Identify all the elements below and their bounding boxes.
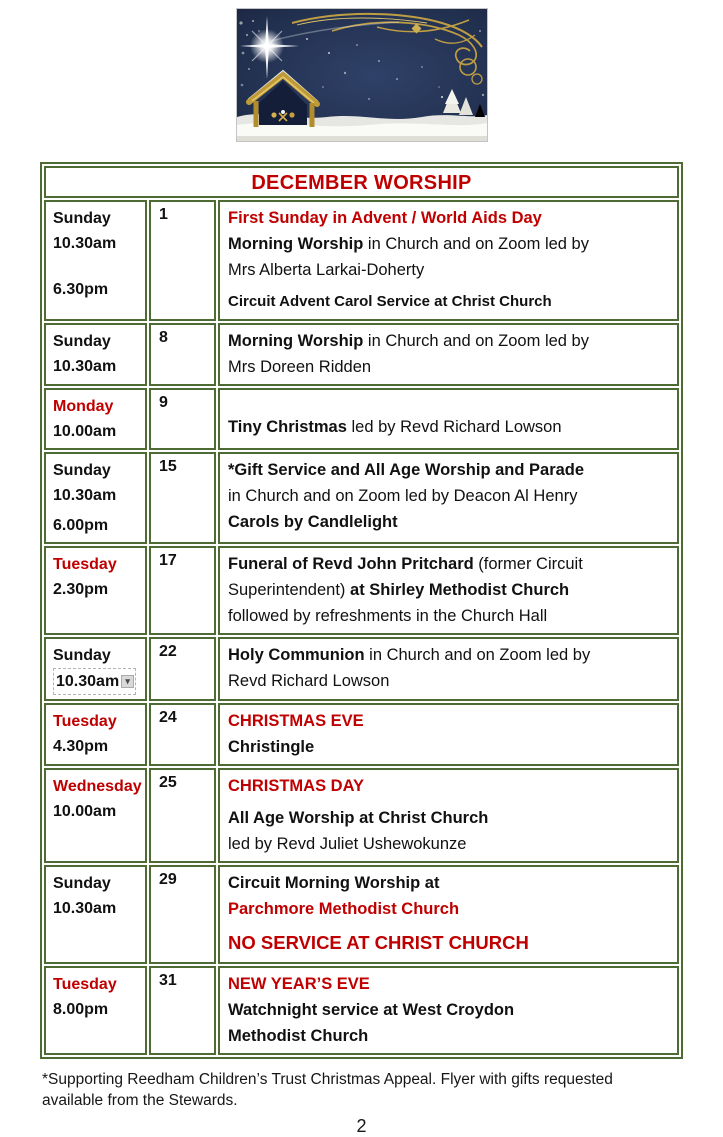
date-number: 1 [159, 206, 168, 223]
nativity-banner-image [236, 8, 488, 142]
date-cell [149, 703, 216, 766]
day-time-cell [44, 768, 147, 863]
date-cell [149, 200, 216, 321]
time-label: 10.30am [53, 235, 117, 252]
time-label: 10.30am [53, 358, 117, 375]
description-line [228, 668, 673, 694]
text-span: NO SERVICE AT CHRIST CHURCH [228, 932, 529, 953]
text-span: Christingle [228, 738, 315, 756]
description-line [228, 457, 673, 483]
text-span: Circuit Advent Carol Service at Christ Church [228, 293, 552, 310]
table-row [44, 966, 679, 1055]
description-line [228, 509, 673, 535]
table-row [44, 865, 679, 964]
description-line [228, 928, 673, 958]
nativity-scene-svg [237, 9, 487, 141]
date-cell [149, 388, 216, 450]
description-line [228, 971, 673, 997]
text-span: Parchmore Methodist Church [228, 900, 460, 918]
time-label: 4.30pm [53, 738, 109, 755]
description-line [228, 551, 673, 577]
date-cell [149, 452, 216, 544]
worship-table-body [44, 166, 679, 1055]
text-span: All Age Worship at Christ Church [228, 809, 489, 827]
day-time-cell [44, 703, 147, 766]
text-span: Circuit Morning Worship at [228, 874, 440, 892]
description-line [228, 205, 673, 231]
chevron-down-icon[interactable]: ▾ [121, 675, 134, 688]
description-line [228, 231, 673, 257]
text-span: Revd Richard Lowson [228, 672, 390, 690]
day-label: Sunday [53, 333, 111, 350]
table-row [44, 200, 679, 321]
description-line [228, 289, 673, 315]
text-span: *Gift Service and All Age Worship and Parade [228, 461, 585, 479]
date-cell [149, 865, 216, 964]
description-line [228, 831, 673, 857]
date-number: 22 [159, 643, 177, 660]
description-cell [218, 388, 679, 450]
text-span: Morning Worship [228, 332, 364, 350]
time-label: 6.00pm [53, 517, 109, 534]
text-span: Methodist Church [228, 1027, 369, 1045]
description-line [228, 805, 673, 831]
day-time-cell [44, 200, 147, 321]
text-span: in Church and on Zoom led by [363, 332, 589, 350]
date-cell [149, 546, 216, 635]
table-title: DECEMBER WORSHIP [44, 166, 679, 198]
table-row [44, 388, 679, 450]
description-line [228, 708, 673, 734]
table-row [44, 637, 679, 701]
time-label: 10.00am [53, 423, 117, 440]
table-row [44, 703, 679, 766]
table-title-row [44, 166, 679, 198]
date-number: 24 [159, 709, 177, 726]
footnote-line: *Supporting Reedham Children’s Trust Christmas Appeal. Flyer with gifts requested [42, 1071, 613, 1088]
text-span: Superintendent) [228, 581, 351, 599]
date-number: 17 [159, 552, 177, 569]
day-label: Sunday [53, 647, 111, 664]
text-span: NEW YEAR’S EVE [228, 975, 370, 993]
day-label: Tuesday [53, 556, 117, 573]
description-line [228, 414, 673, 440]
text-span: Holy Communion [228, 646, 365, 664]
description-line [228, 483, 673, 509]
day-label: Wednesday [53, 778, 142, 795]
day-label: Sunday [53, 210, 111, 227]
time-label [53, 668, 143, 695]
description-line [228, 1023, 673, 1049]
time-label: 2.30pm [53, 581, 109, 598]
description-cell [218, 703, 679, 766]
day-label: Tuesday [53, 976, 117, 993]
description-cell [218, 323, 679, 386]
description-line [228, 603, 673, 629]
date-number: 15 [159, 458, 177, 475]
text-span: Watchnight service at West Croydon [228, 1001, 515, 1019]
text-span: in Church and on Zoom led by Deacon Al Henry [228, 487, 578, 505]
day-label: Tuesday [53, 713, 117, 730]
date-number: 31 [159, 972, 177, 989]
footnote [42, 1069, 690, 1111]
date-number: 8 [159, 329, 168, 346]
text-span: Mrs Alberta Larkai-Doherty [228, 261, 425, 279]
description-line [228, 354, 673, 380]
description-cell [218, 546, 679, 635]
day-label: Monday [53, 398, 114, 415]
table-row [44, 452, 679, 544]
footnote-line: available from the Stewards. [42, 1092, 238, 1109]
text-span: CHRISTMAS DAY [228, 777, 364, 795]
date-cell [149, 323, 216, 386]
date-number: 25 [159, 774, 177, 791]
description-line [228, 734, 673, 760]
description-line [228, 870, 673, 896]
day-time-cell [44, 546, 147, 635]
text-span: Funeral of Revd John Pritchard [228, 555, 474, 573]
time-label: 8.00pm [53, 1001, 109, 1018]
text-span: Tiny Christmas [228, 418, 347, 436]
description-cell [218, 966, 679, 1055]
time-dropdown-field[interactable] [53, 668, 136, 695]
text-span: led by Revd Richard Lowson [346, 418, 562, 436]
day-time-cell [44, 865, 147, 964]
description-cell [218, 200, 679, 321]
text-span: CHRISTMAS EVE [228, 712, 364, 730]
day-time-cell [44, 323, 147, 386]
description-cell [218, 452, 679, 544]
time-label: 10.00am [53, 803, 117, 820]
text-span: (former Circuit [473, 555, 583, 573]
table-row [44, 323, 679, 386]
date-cell [149, 768, 216, 863]
text-span: Mrs Doreen Ridden [228, 358, 372, 376]
day-label: Sunday [53, 875, 111, 892]
page-number: 2 [356, 1116, 367, 1136]
description-cell [218, 637, 679, 701]
worship-schedule-table [40, 162, 683, 1059]
time-label: 6.30pm [53, 281, 109, 298]
text-span: Morning Worship [228, 235, 364, 253]
description-line [228, 257, 673, 283]
day-time-cell [44, 966, 147, 1055]
description-line [228, 642, 673, 668]
day-time-cell [44, 388, 147, 450]
text-span: at Shirley Methodist Church [350, 581, 570, 599]
description-line [228, 997, 673, 1023]
date-cell [149, 966, 216, 1055]
time-value: 10.30am [56, 673, 120, 690]
text-span: First Sunday in Advent / World Aids Day [228, 209, 542, 227]
time-label: 10.30am [53, 487, 117, 504]
table-row [44, 546, 679, 635]
text-span: in Church and on Zoom led by [364, 646, 591, 664]
day-time-cell [44, 452, 147, 544]
text-span: followed by refreshments in the Church Hall [228, 607, 548, 625]
day-label: Sunday [53, 462, 111, 479]
description-cell [218, 865, 679, 964]
description-line [228, 328, 673, 354]
time-label: 10.30am [53, 900, 117, 917]
description-cell [218, 768, 679, 863]
description-line [228, 773, 673, 799]
table-row [44, 768, 679, 863]
date-number: 9 [159, 394, 168, 411]
date-number: 29 [159, 871, 177, 888]
description-line [228, 896, 673, 922]
date-cell [149, 637, 216, 701]
day-time-cell [44, 637, 147, 701]
description-line [228, 577, 673, 603]
text-span: led by Revd Juliet Ushewokunze [228, 835, 467, 853]
text-span: in Church and on Zoom led by [363, 235, 589, 253]
text-span: Carols by Candlelight [228, 513, 398, 531]
